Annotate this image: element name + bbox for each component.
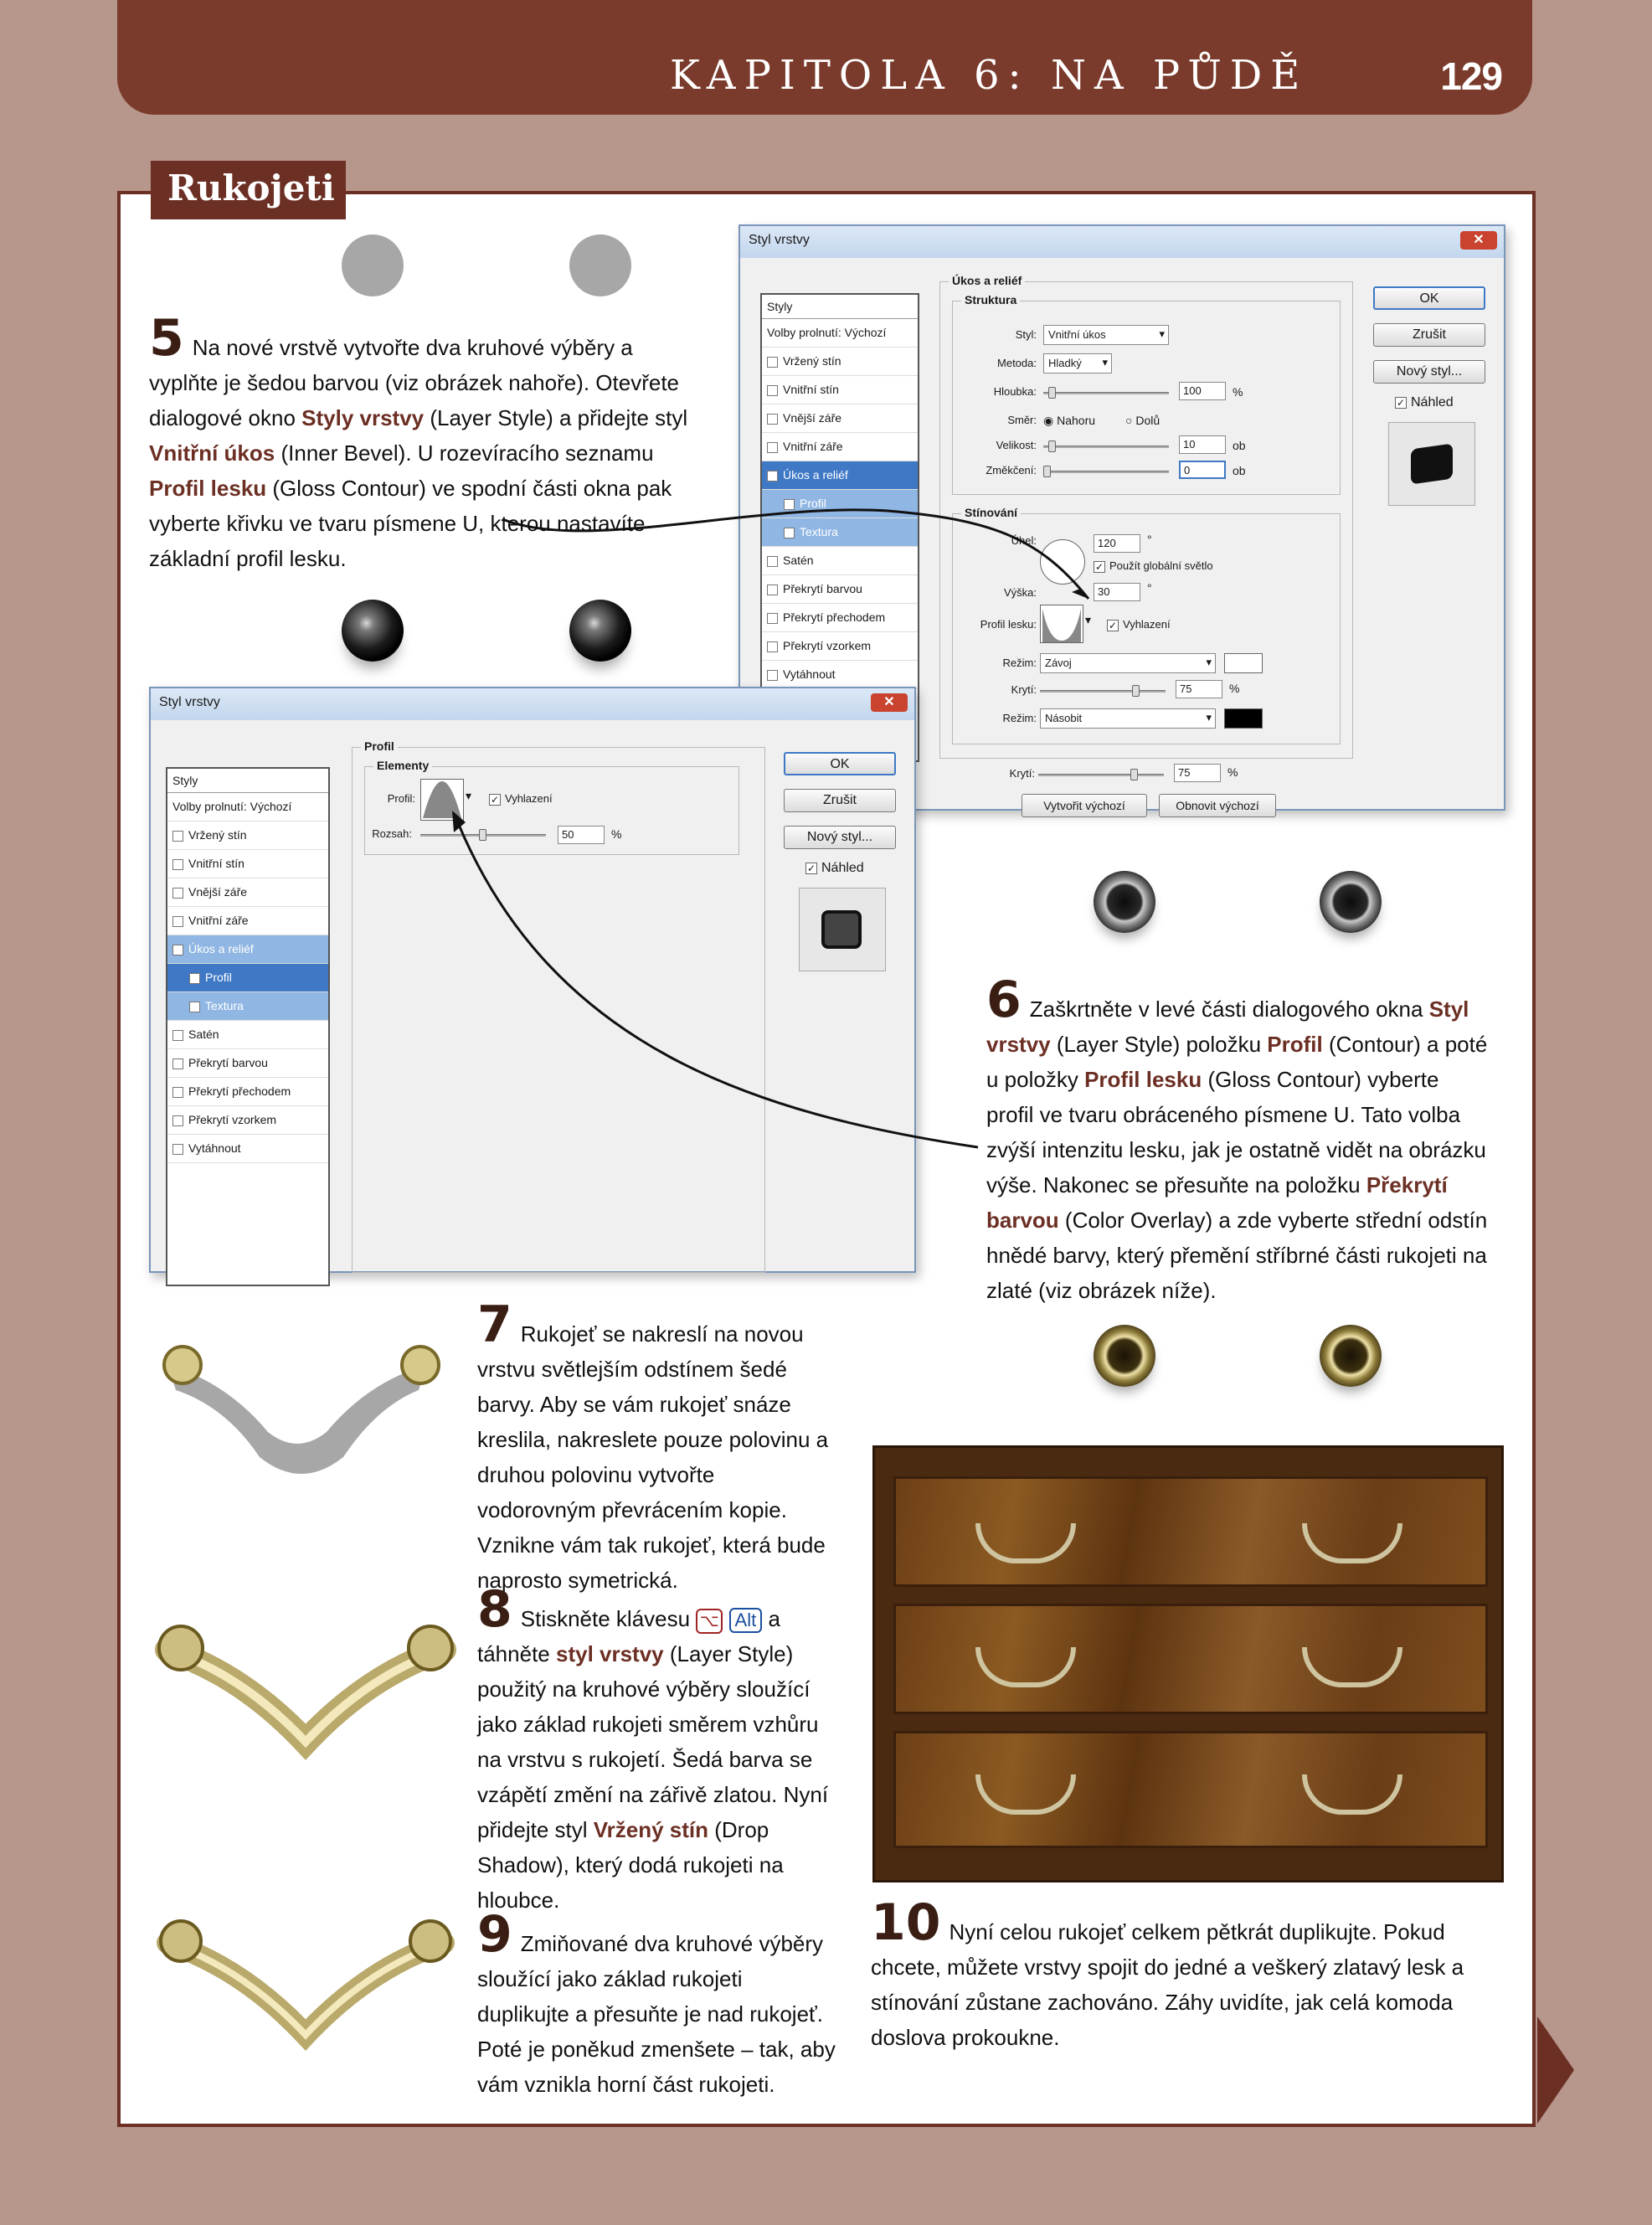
arrow-step5 (502, 510, 1088, 599)
style-item-contour[interactable]: ✓ Profil (167, 964, 328, 992)
dresser-image (872, 1445, 1504, 1882)
step-number: 7 (477, 1295, 512, 1354)
style-item[interactable]: Překrytí barvou (167, 1049, 328, 1078)
close-button[interactable]: ✕ (871, 693, 908, 712)
depth-input[interactable]: 100 (1179, 382, 1226, 400)
step-5: 5 Na nové vrstvě vytvořte dva kruhové výběry a vyplňte je šedou barvou (viz obrázek nahoře). Otevřete dialogové okno Styly vrstvy (Layer Style) a přidejte styl Vnitřní úkos (Inner Bevel). U rozevíracího seznamu Profil lesku (Gloss Contour) ve spodní části okna pak vyberte křivku ve tvaru písmene U, kterou nastavíte základní profil lesku. (149, 309, 688, 571)
cancel-button[interactable]: Zrušit (1373, 323, 1485, 347)
reset-default-button[interactable]: Obnovit výchozí (1159, 794, 1276, 817)
dir-up-radio[interactable]: ◉ Nahoru (1043, 414, 1096, 427)
blending-options[interactable]: Volby prolnutí: Výchozí (762, 319, 918, 348)
range-input[interactable]: 50 (558, 826, 605, 844)
new-style-button[interactable]: Nový styl... (1373, 360, 1485, 384)
shading-group: Stínování Úhel: 120 ° ✓ Použít globální světlo Výška: 30 ° Profil lesku: ▾ ✓ Vyhlazení Režim: Závoj ▾ Krytí: 75 % Režim: Násobit ▾ (952, 513, 1341, 744)
dialog-title: Styl vrstvy (740, 226, 1504, 258)
style-item-bevel[interactable]: ✓ Úkos a reliéf (762, 461, 918, 490)
style-item[interactable]: Vnitřní stín (167, 850, 328, 878)
dialog-title: Styl vrstvy (151, 688, 914, 720)
size-input[interactable]: 10 (1179, 435, 1226, 454)
method-dropdown[interactable]: Hladký ▾ (1043, 353, 1112, 373)
style-item[interactable]: Satén (762, 547, 918, 575)
preview-checkbox[interactable]: ✓ Náhled (1396, 395, 1454, 409)
gold-handle-shadow-image (151, 1608, 461, 1775)
gold-handle-final-image (151, 1901, 461, 2068)
step-6: 6 Zaškrtněte v levé části dialogového okna Styl vrstvy (Layer Style) položku Profil (Contour) a poté u položky Profil lesku (Gloss Contour) vyberte profil ve tvaru obráceného písmene U. Tato volba zvýší intenzitu lesku, jak je ostatně vidět na obrázku výše. Nakonec se přesuňte na položku Překrytí barvou (Color Overlay) a zde vyberte střední odstín hnědé barvy, který přemění stříbrné části rukojeti na zlaté (viz obrázek níže). (986, 971, 1488, 1303)
layer-style-dialog-bevel: Styl vrstvy ✕ Styly Volby prolnutí: Výchozí Vržený stín Vnitřní stín Vnější záře Vnitřní záře ✓ Úkos a reliéf Profil Textura Satén Překrytí barvou Překrytí přechodem Překrytí vzorkem Vytáhnout Úkos a reliéf Struktura Styl: Vnitřní úkos ▾ Metoda: Hladký ▾ Hloubka: 100 % Směr: ◉ Nahoru ○ Dolů Velikost: 10 ob Změkčení: 0 ob Stínování Úhel: 120 ° ✓ Použít globální světlo Výška: 30 ° Profil lesku: ▾ ✓ Vyhlazení Režim: Závoj ▾ Krytí: 75 % Režim: Násobit ▾ Krytí: 75 % Vytvořit výchozí Obnovit výchozí OK Zrušit Nový styl... ✓ Náhled (739, 224, 1505, 811)
step-7: 7 Rukojeť se nakreslí na novou vrstvu světlejším odstínem šedé barvy. Aby se vám rukojeť snáze kreslila, nakreslete pouze polovinu a druhou polovinu vytvořte vodorovným převrácením kopie. Vznikne vám tak rukojeť, která bude naprosto symetrická. (477, 1295, 829, 1593)
blending-options[interactable]: Volby prolnutí: Výchozí (167, 793, 328, 821)
structure-group: Struktura Styl: Vnitřní úkos ▾ Metoda: Hladký ▾ Hloubka: 100 % Směr: ◉ Nahoru ○ Dolů Velikost: 10 ob Změkčení: 0 ob (952, 301, 1341, 495)
anti-alias-checkbox[interactable]: ✓ Vyhlazení (1108, 618, 1171, 631)
new-style-button[interactable]: Nový styl... (784, 826, 896, 849)
arrow-step6 (459, 825, 978, 1147)
style-item[interactable]: Vržený stín (167, 821, 328, 850)
soften-input[interactable]: 0 (1179, 461, 1226, 479)
section-title: Rukojeti (151, 161, 346, 219)
style-item-bevel[interactable]: ✓ Úkos a reliéf (167, 935, 328, 964)
style-item[interactable]: Vnitřní záře (167, 907, 328, 935)
close-button[interactable]: ✕ (1460, 231, 1497, 250)
style-item[interactable]: Vytáhnout (167, 1135, 328, 1163)
style-dropdown[interactable]: Vnitřní úkos ▾ (1043, 325, 1169, 345)
anti-alias-checkbox[interactable]: ✓ Vyhlazení (490, 792, 553, 806)
style-item-texture[interactable]: Textura (167, 992, 328, 1021)
shadow-mode-dropdown[interactable]: Násobit ▾ (1040, 708, 1216, 729)
gray-handle-image (151, 1331, 452, 1474)
cancel-button[interactable]: Zrušit (784, 789, 896, 812)
styles-list: Styly Volby prolnutí: Výchozí Vržený stín Vnitřní stín Vnější záře Vnitřní záře ✓ Úkos a reliéf ✓ Profil Textura Satén Překrytí barvou Překrytí přechodem Překrytí vzorkem Vytáhnout (166, 767, 330, 1286)
style-item-contour[interactable]: Profil (762, 490, 918, 518)
highlight-mode-dropdown[interactable]: Závoj ▾ (1040, 653, 1216, 673)
ok-button[interactable]: OK (1373, 286, 1485, 310)
make-default-button-2[interactable]: Vytvořit výchozí (1022, 794, 1147, 817)
altitude-input[interactable]: 30 (1094, 583, 1140, 601)
chapter-title: KAPITOLA 6: NA PŮDĚ (670, 52, 1309, 99)
step-number: 10 (871, 1893, 941, 1952)
step-10: 10 Nyní celou rukojeť celkem pětkrát duplikujte. Pokud chcete, můžete vrstvy spojit do jedné a veškerý zlatavý lesk a stínování zůstane zachováno. Záhy uvidíte, jak celá komoda doslova prokoukne. (871, 1893, 1464, 2050)
step-8: 8 Stiskněte klávesu ⌥ Alt a táhněte styl vrstvy (Layer Style) použitý na kruhové výběry sloužící jako základ rukojeti směrem vzhůru na vrstvu s rukojetí. Šedá barva se vzápětí změní na zářivě zlatou. Nyní přidejte styl Vržený stín (Drop Shadow), který dodá rukojeti na hloubce. (477, 1580, 829, 1913)
step-number: 9 (477, 1905, 512, 1964)
styles-list: Styly Volby prolnutí: Výchozí Vržený stín Vnitřní stín Vnější záře Vnitřní záře ✓ Úkos a reliéf Profil Textura Satén Překrytí barvou Překrytí přechodem Překrytí vzorkem Vytáhnout (760, 293, 919, 762)
option-key-icon: ⌥ (696, 1609, 723, 1634)
highlight-opacity-input[interactable]: 75 (1176, 680, 1222, 698)
step-number: 6 (986, 971, 1022, 1029)
style-item[interactable]: Vytáhnout (762, 661, 918, 689)
style-item[interactable]: Překrytí přechodem (762, 604, 918, 632)
shadow-opacity-input[interactable]: 75 (1174, 764, 1221, 782)
preview-checkbox[interactable]: ✓ Náhled (806, 861, 864, 875)
alt-key-badge: Alt (729, 1608, 763, 1633)
style-item[interactable]: Vnější záře (167, 878, 328, 907)
style-item[interactable]: Překrytí vzorkem (167, 1106, 328, 1135)
style-item[interactable]: Vnější záře (762, 404, 918, 433)
style-item[interactable]: Vnitřní záře (762, 433, 918, 461)
step-number: 5 (149, 309, 184, 368)
step-9: 9 Zmiňované dva kruhové výběry sloužící jako základ rukojeti duplikujte a přesuňte je nad rukojeť. Poté je poněkud zmenšete – tak, aby vám vznikla horní část rukojeti. (477, 1905, 836, 2097)
style-item[interactable]: Vržený stín (762, 348, 918, 376)
global-light-checkbox[interactable]: ✓ Použít globální světlo (1094, 559, 1213, 573)
style-item[interactable]: Satén (167, 1021, 328, 1049)
style-item[interactable]: Překrytí barvou (762, 575, 918, 604)
angle-input[interactable]: 120 (1094, 534, 1140, 553)
ok-button[interactable]: OK (784, 752, 896, 775)
style-item-texture[interactable]: Textura (762, 518, 918, 547)
style-item[interactable]: Překrytí přechodem (167, 1078, 328, 1106)
elements-group: Elementy Profil: ▾ ✓ Vyhlazení Rozsah: 50 % (364, 766, 739, 855)
step-number: 8 (477, 1580, 512, 1639)
bevel-group: Úkos a reliéf Struktura Styl: Vnitřní úkos ▾ Metoda: Hladký ▾ Hloubka: 100 % Směr: ◉ Nahoru ○ Dolů Velikost: 10 ob Změkčení: 0 ob Stínování Úhel: 120 ° ✓ Použít globální světlo Výška: 30 ° Profil lesku: ▾ ✓ Vyhlazení Režim: Závoj ▾ Krytí: 75 % Režim: Násobit ▾ (939, 281, 1353, 759)
contour-group: Profil Elementy Profil: ▾ ✓ Vyhlazení Rozsah: 50 % (352, 747, 765, 1273)
dir-down-radio[interactable]: ○ Dolů (1125, 414, 1161, 427)
style-item[interactable]: Překrytí vzorkem (762, 632, 918, 661)
style-item[interactable]: Vnitřní stín (762, 376, 918, 404)
page-number: 129 (1440, 54, 1502, 98)
